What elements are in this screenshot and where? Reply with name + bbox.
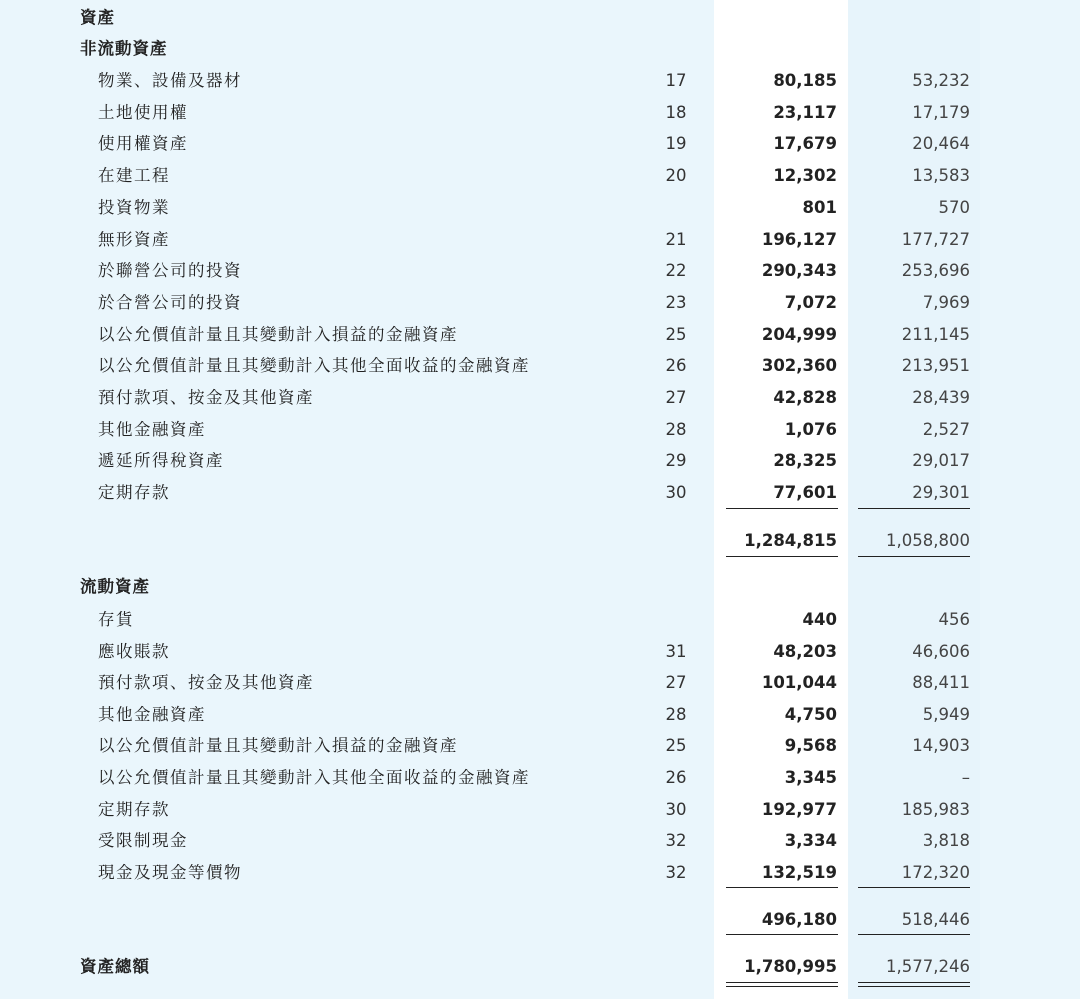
line-item-row: [0, 731, 1080, 761]
line-item-row: [0, 66, 1080, 96]
line-item-label: 使用權資產: [98, 134, 188, 154]
line-item-label: 預付款項、按金及其他資產: [98, 673, 314, 693]
line-item-prior-value: 13,583: [912, 166, 970, 186]
current-current-rule: [726, 887, 838, 888]
non-current-subtotal-current: 1,284,815: [744, 531, 837, 550]
assets-heading: 資產: [80, 8, 115, 27]
assets-heading-row: [0, 3, 1080, 33]
line-item-prior-value: 253,696: [901, 261, 970, 281]
line-item-label: 現金及現金等價物: [98, 862, 242, 882]
line-item-row: [0, 415, 1080, 445]
current-prior-rule: [858, 887, 970, 888]
line-item-note: 19: [665, 134, 687, 154]
line-item-current-value: 7,072: [784, 292, 837, 312]
line-item-current-value: 12,302: [773, 166, 837, 186]
line-item-prior-value: –: [961, 768, 970, 787]
line-item-row: [0, 161, 1080, 191]
line-item-prior-value: 185,983: [901, 799, 970, 819]
line-item-current-value: 302,360: [761, 356, 837, 376]
current-subtotal-prior-underline: [858, 934, 970, 935]
line-item-row: [0, 320, 1080, 350]
non-current-prior-rule: [858, 508, 970, 509]
line-item-prior-value: 2,527: [922, 419, 970, 439]
line-item-label: 在建工程: [98, 166, 170, 186]
line-item-current-value: 196,127: [761, 229, 837, 249]
line-item-current-value: 28,325: [773, 451, 837, 471]
total-assets-row: [0, 952, 1080, 982]
line-item-note: 27: [665, 673, 687, 693]
current-heading-row: [0, 572, 1080, 602]
line-item-current-value: 440: [802, 610, 837, 629]
line-item-label: 遞延所得稅資產: [98, 451, 224, 471]
line-item-label: 物業、設備及器材: [98, 71, 242, 90]
line-item-prior-value: 7,969: [922, 292, 970, 312]
current-assets-heading: 流動資產: [80, 577, 150, 596]
line-item-row: [0, 605, 1080, 635]
line-item-prior-value: 29,301: [912, 483, 970, 503]
line-item-note: 31: [665, 641, 687, 661]
line-item-note: 30: [665, 483, 687, 503]
line-item-current-value: 80,185: [773, 71, 837, 90]
line-item-label: 土地使用權: [98, 102, 188, 122]
line-item-row: [0, 763, 1080, 793]
non-current-subtotal-prior: 1,058,800: [886, 531, 970, 550]
line-item-prior-value: 570: [938, 197, 970, 217]
line-item-current-value: 3,334: [784, 831, 837, 851]
line-item-prior-value: 14,903: [912, 736, 970, 756]
line-item-prior-value: 17,179: [912, 102, 970, 122]
line-item-note: 25: [665, 736, 687, 756]
line-item-note: 26: [665, 356, 687, 376]
line-item-note: 28: [665, 704, 687, 724]
line-item-prior-value: 456: [938, 610, 970, 629]
line-item-current-value: 1,076: [784, 419, 837, 439]
line-item-label: 以公允價值計量且其變動計入其他全面收益的金融資產: [98, 768, 530, 787]
total-current-double-rule-1: [726, 982, 838, 983]
line-item-prior-value: 213,951: [901, 356, 970, 376]
current-subtotal-current-underline: [726, 934, 838, 935]
line-item-row: [0, 288, 1080, 318]
line-item-row: [0, 637, 1080, 667]
line-item-prior-value: 172,320: [901, 862, 970, 882]
line-item-row: [0, 795, 1080, 825]
line-item-note: 21: [665, 229, 687, 249]
line-item-current-value: 290,343: [761, 261, 837, 281]
line-item-label: 投資物業: [98, 197, 170, 217]
line-item-prior-value: 3,818: [922, 831, 970, 851]
line-item-row: [0, 700, 1080, 730]
line-item-note: 28: [665, 419, 687, 439]
line-item-current-value: 77,601: [773, 483, 837, 503]
total-prior-double-rule-2: [858, 986, 970, 987]
line-item-label: 預付款項、按金及其他資產: [98, 388, 314, 407]
line-item-prior-value: 46,606: [912, 641, 970, 661]
non-current-subtotal-row: [0, 526, 1080, 556]
line-item-current-value: 42,828: [773, 388, 837, 407]
line-item-label: 以公允價值計量且其變動計入損益的金融資產: [98, 736, 458, 756]
total-prior-double-rule-1: [858, 982, 970, 983]
line-item-label: 應收賬款: [98, 641, 170, 661]
line-item-label: 於合營公司的投資: [98, 292, 242, 312]
line-item-note: 30: [665, 799, 687, 819]
non-current-heading-row: [0, 34, 1080, 64]
line-item-current-value: 17,679: [773, 134, 837, 154]
line-item-current-value: 3,345: [784, 768, 837, 787]
line-item-current-value: 101,044: [761, 673, 837, 693]
line-item-current-value: 204,999: [761, 324, 837, 344]
non-current-subtotal-prior-underline: [858, 556, 970, 557]
line-item-prior-value: 177,727: [901, 229, 970, 249]
line-item-label: 定期存款: [98, 799, 170, 819]
line-item-note: 29: [665, 451, 687, 471]
total-current-double-rule-2: [726, 986, 838, 987]
current-subtotal-prior: 518,446: [901, 910, 970, 929]
non-current-current-rule: [726, 508, 838, 509]
line-item-label: 定期存款: [98, 483, 170, 503]
line-item-label: 無形資產: [98, 229, 170, 249]
line-item-row: [0, 129, 1080, 159]
total-assets-label: 資產總額: [80, 957, 150, 976]
non-current-assets-heading: 非流動資產: [80, 39, 168, 58]
line-item-label: 以公允價值計量且其變動計入其他全面收益的金融資產: [98, 356, 530, 376]
line-item-row: [0, 351, 1080, 381]
line-item-row: [0, 858, 1080, 888]
line-item-label: 其他金融資產: [98, 704, 206, 724]
line-item-row: [0, 446, 1080, 476]
line-item-note: 23: [665, 292, 687, 312]
line-item-note: 17: [665, 71, 687, 90]
line-item-current-value: 48,203: [773, 641, 837, 661]
total-assets-prior: 1,577,246: [886, 957, 970, 976]
line-item-current-value: 23,117: [773, 102, 837, 122]
line-item-label: 以公允價值計量且其變動計入損益的金融資產: [98, 324, 458, 344]
line-item-note: 32: [665, 862, 687, 882]
line-item-prior-value: 53,232: [912, 71, 970, 90]
line-item-row: [0, 826, 1080, 856]
line-item-note: 18: [665, 102, 687, 122]
line-item-note: 26: [665, 768, 687, 787]
line-item-row: [0, 383, 1080, 413]
line-item-row: [0, 478, 1080, 508]
line-item-current-value: 9,568: [784, 736, 837, 756]
line-item-row: [0, 225, 1080, 255]
line-item-row: [0, 668, 1080, 698]
line-item-current-value: 132,519: [761, 862, 837, 882]
line-item-row: [0, 193, 1080, 223]
line-item-row: [0, 256, 1080, 286]
line-item-current-value: 4,750: [784, 704, 837, 724]
line-item-note: 25: [665, 324, 687, 344]
line-item-label: 其他金融資產: [98, 419, 206, 439]
line-item-note: 22: [665, 261, 687, 281]
line-item-prior-value: 20,464: [912, 134, 970, 154]
line-item-prior-value: 5,949: [922, 704, 970, 724]
current-subtotal-current: 496,180: [761, 910, 837, 929]
line-item-prior-value: 29,017: [912, 451, 970, 471]
line-item-note: 20: [665, 166, 687, 186]
line-item-current-value: 801: [802, 197, 837, 217]
line-item-label: 存貨: [98, 610, 134, 629]
line-item-label: 於聯營公司的投資: [98, 261, 242, 281]
line-item-note: 27: [665, 388, 687, 407]
non-current-subtotal-current-underline: [726, 556, 838, 557]
line-item-note: 32: [665, 831, 687, 851]
line-item-label: 受限制現金: [98, 831, 188, 851]
line-item-current-value: 192,977: [761, 799, 837, 819]
current-subtotal-row: [0, 905, 1080, 935]
total-assets-current: 1,780,995: [744, 957, 837, 976]
line-item-row: [0, 98, 1080, 128]
line-item-prior-value: 28,439: [912, 388, 970, 407]
line-item-prior-value: 88,411: [912, 673, 970, 693]
line-item-prior-value: 211,145: [901, 324, 970, 344]
